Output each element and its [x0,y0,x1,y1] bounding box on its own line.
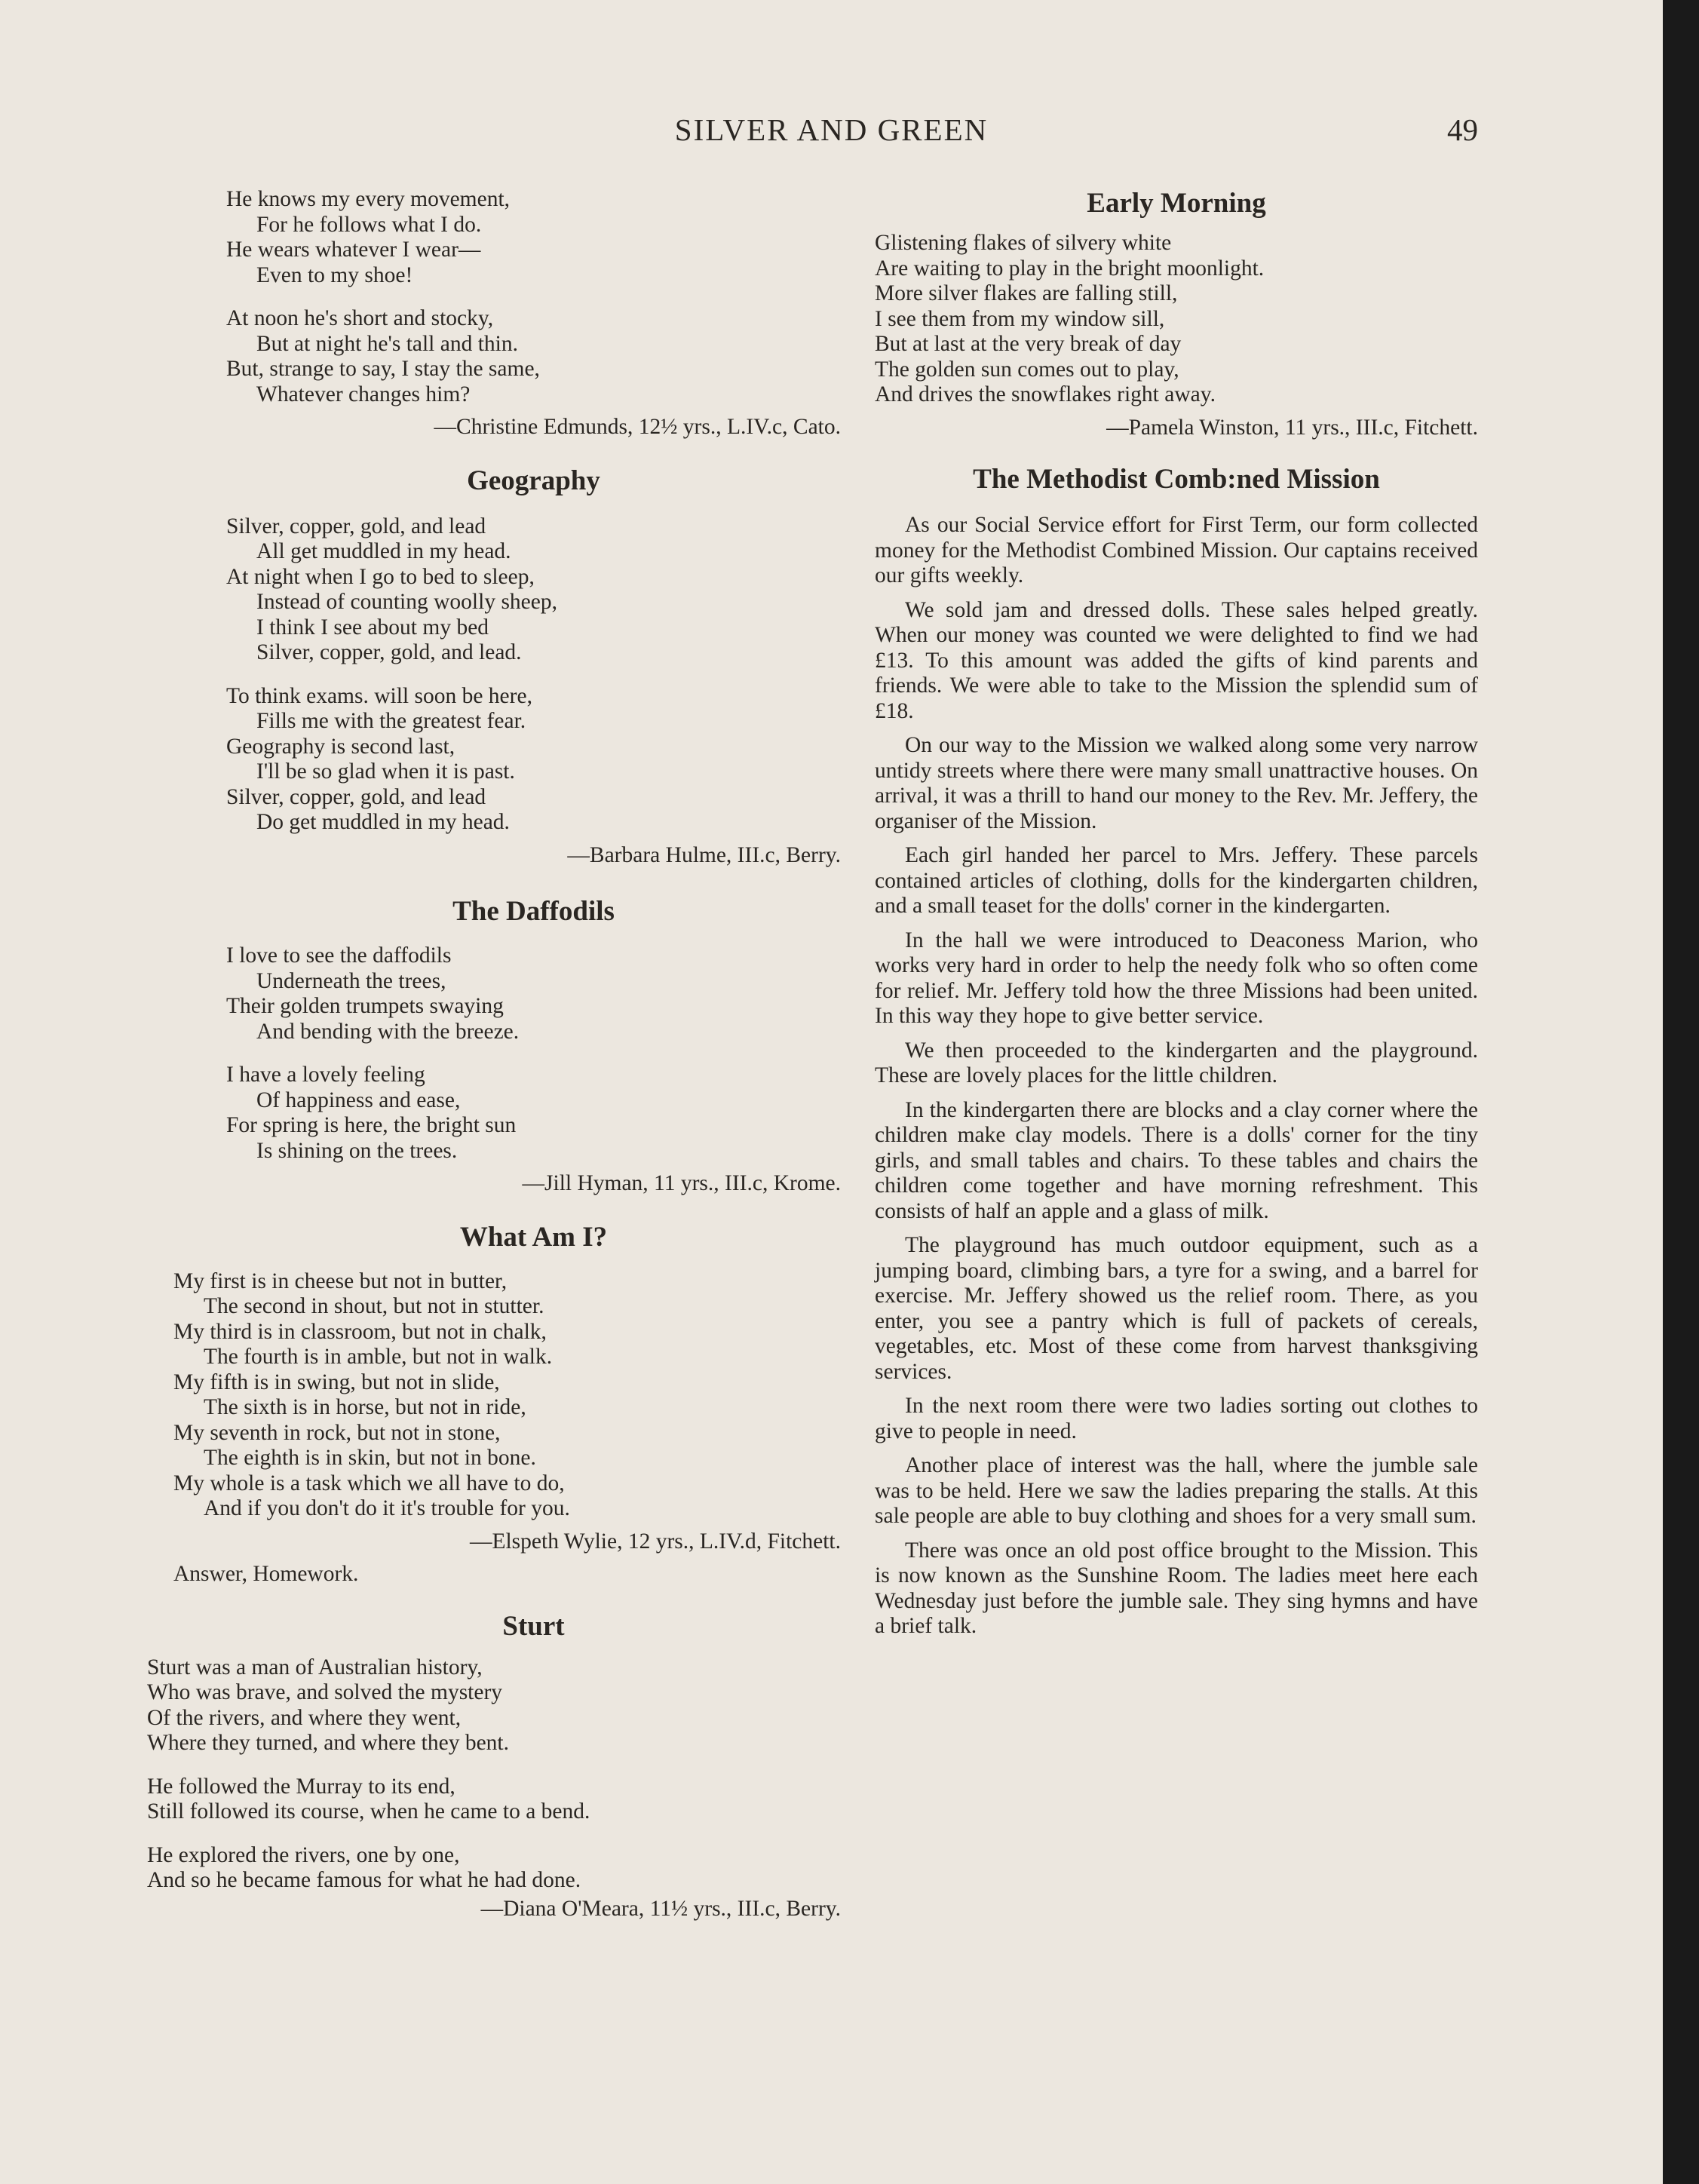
poem-attribution: —Diana O'Meara, 11½ yrs., III.c, Berry. [480,1896,841,1921]
poem-line: At noon he's short and stocky, [226,306,494,330]
poem-sturt [147,1610,841,1922]
poem-line: The fourth is in amble, but not in walk. [204,1345,553,1369]
poem-line: He explored the rivers, one by one, [147,1842,460,1867]
poem-line: My seventh in rock, but not in stone, [173,1420,501,1445]
poem-line: My first is in cheese but not in butter, [173,1268,508,1293]
poem-line: Underneath the trees, [256,968,446,993]
poem-line: Where they turned, and where they bent. [147,1731,509,1755]
poem-line: More silver flakes are falling still, [875,281,1178,305]
poem-line: And so he became famous for what he had done. [147,1868,581,1892]
article-paragraph: We sold jam and dressed dolls. These sales helped greatly. When our money was counted we were delighted to find we had £13. To this amount was added the gifts of kind parents and friends. We were able to take to the Mission the splendid sum of £18. [875,597,1478,723]
poem-line: Their golden trumpets swaying [226,994,504,1018]
poem-attribution: —Pamela Winston, 11 yrs., III.c, Fitchett. [1106,415,1478,440]
poem-line: He wears whatever I wear— [226,238,481,262]
poem-line: Is shining on the trees. [256,1138,458,1163]
stanza [226,187,841,288]
poem-title: Geography [467,465,600,496]
poem-line: At night when I go to bed to sleep, [226,564,535,589]
article-paragraph: In the hall we were introduced to Deaconess Marion, who works very hard in order to help the needy folk who so often come for relief. Mr. Jeffery told how the three Missions had been united. In this way they hope to give better service. [875,928,1478,1028]
poem-attribution: —Barbara Hulme, III.c, Berry. [567,842,841,867]
poem-line: My third is in classroom, but not in chalk, [173,1319,547,1344]
poem-line: I see them from my window sill, [875,306,1165,331]
poem-line: I'll be so glad when it is past. [256,759,515,784]
poem-line: Geography is second last, [226,734,455,759]
poem-geography [226,465,841,869]
poem-line: Glistening flakes of silvery white [875,231,1172,255]
stanza [147,1655,841,1756]
stanza [226,306,841,407]
stanza [875,231,1478,408]
poem-line: The sixth is in horse, but not in ride, [204,1395,526,1419]
poem-line: My whole is a task which we all have to do, [173,1471,565,1495]
poem-line: Silver, copper, gold, and lead [226,514,486,538]
poem-line: The second in shout, but not in stutter. [204,1294,544,1318]
poem-line: But at night he's tall and thin. [256,331,518,356]
poem-line: All get muddled in my head. [256,539,511,563]
poem-line: Still followed its course, when he came to a bend. [147,1799,590,1824]
poem-title: Early Morning [1087,188,1266,219]
stanza [226,1063,841,1164]
poem-line: For spring is here, the bright sun [226,1113,517,1137]
stanza [147,1774,841,1825]
poem-line: I love to see the daffodils [226,943,452,968]
article-mission [875,463,1478,1640]
poem-line: But, strange to say, I stay the same, [226,357,540,381]
article-paragraph: As our Social Service effort for First Term, our form collected money for the Methodist Combined Mission. Our captains received our gifts weekly. [875,513,1478,587]
poem-attribution: —Christine Edmunds, 12½ yrs., L.IV.c, Cato. [434,415,841,439]
poem-line: Of the rivers, and where they went, [147,1705,462,1730]
poem-line: I have a lovely feeling [226,1063,425,1087]
article-paragraph: The playground has much outdoor equipment, such as a jumping board, climbing bars, a tyre for a swing, and a barrel for exercise. Mr. Jeffery showed us the relief room. There, as you enter, you see a pantry which is full of packets of cereals, vegetables, etc. Most of these come from harvest thanksgiving services. [875,1233,1478,1384]
poem-line: Of happiness and ease, [256,1087,461,1112]
poem-line: Silver, copper, gold, and lead. [256,640,522,664]
article-paragraph: In the kindergarten there are blocks and a clay corner where the children make clay models. There is a dolls' corner for the tiny girls, and small tables and chairs. To these tables and chairs the children come together and have morning refreshment. This consists of half an apple and a glass of milk. [875,1097,1478,1223]
poem-line: And if you don't do it it's trouble for you. [204,1496,570,1520]
poem-line: For he follows what I do. [256,212,482,237]
poem-line: The eighth is in skin, but not in bone. [204,1446,536,1470]
poem-line: Even to my shoe! [256,262,413,287]
running-title: SILVER AND GREEN [674,112,989,147]
article-title: The Methodist Comb:ned Mission [973,464,1380,495]
page-header [0,112,1663,157]
stanza [226,943,841,1044]
poem-attribution: —Jill Hyman, 11 yrs., III.c, Krome. [522,1171,841,1195]
poem-line: Silver, copper, gold, and lead [226,784,486,809]
poem-line: Who was brave, and solved the mystery [147,1680,503,1704]
stanza [173,1269,841,1522]
poem-what-am-i [173,1221,841,1587]
poem-line: But at last at the very break of day [875,332,1182,356]
page-number: 49 [1447,112,1478,147]
left-column [147,187,841,1922]
poem-line: Fills me with the greatest fear. [256,709,526,733]
poem-line: And bending with the breeze. [256,1019,520,1044]
poem-attribution: —Elspeth Wylie, 12 yrs., L.IV.d, Fitchett. [469,1529,841,1554]
right-column [875,187,1478,1640]
poem-line: To think exams. will soon be here, [226,683,532,708]
stanza [226,684,841,836]
poem-daffodils [226,895,841,1197]
poem-early-morning [875,187,1478,440]
poem-line: Instead of counting woolly sheep, [256,590,557,614]
poem-shadow [226,187,841,440]
riddle-answer: Answer, Homework. [173,1562,359,1586]
poem-title: The Daffodils [452,896,615,927]
article-paragraph: Each girl handed her parcel to Mrs. Jeffery. These parcels contained articles of clothing, dolls for the kindergarten children, and a small teaset for the dolls' corner in the kindergarten. [875,843,1478,918]
article-paragraph: Another place of interest was the hall, where the jumble sale was to be held. Here we saw the ladies preparing the stalls. At this sale people are able to buy clothing and shoes for a very small sum. [875,1453,1478,1528]
poem-title: What Am I? [459,1221,608,1253]
poem-line: Are waiting to play in the bright moonlight. [875,256,1265,281]
article-paragraph: On our way to the Mission we walked along some very narrow untidy streets where there were many small unattractive houses. On arrival, it was a thrill to hand our money to the Rev. Mr. Jeffery, the organiser of the Mission. [875,733,1478,833]
poem-line: I think I see about my bed [256,615,489,640]
poem-line: Whatever changes him? [256,382,471,406]
article-paragraph: There was once an old post office brought to the Mission. This is now known as the Sunshine Room. The ladies meet here each Wednesday just before the jumble sale. They sing hymns and have a brief talk. [875,1538,1478,1638]
article-paragraph: We then proceeded to the kindergarten and the playground. These are lovely places for the little children. [875,1038,1478,1087]
poem-line: The golden sun comes out to play, [875,357,1179,382]
stanza [147,1843,841,1894]
poem-line: Sturt was a man of Australian history, [147,1655,483,1679]
poem-line: He followed the Murray to its end, [147,1774,455,1799]
poem-title: Sturt [502,1610,565,1642]
poem-line: And drives the snowflakes right away. [875,382,1216,406]
poem-line: He knows my every movement, [226,187,511,211]
poem-line: My fifth is in swing, but not in slide, [173,1370,500,1394]
article-paragraph: In the next room there were two ladies sorting out clothes to give to people in need. [875,1394,1478,1443]
stanza [226,514,841,666]
poem-line: Do get muddled in my head. [256,810,510,834]
